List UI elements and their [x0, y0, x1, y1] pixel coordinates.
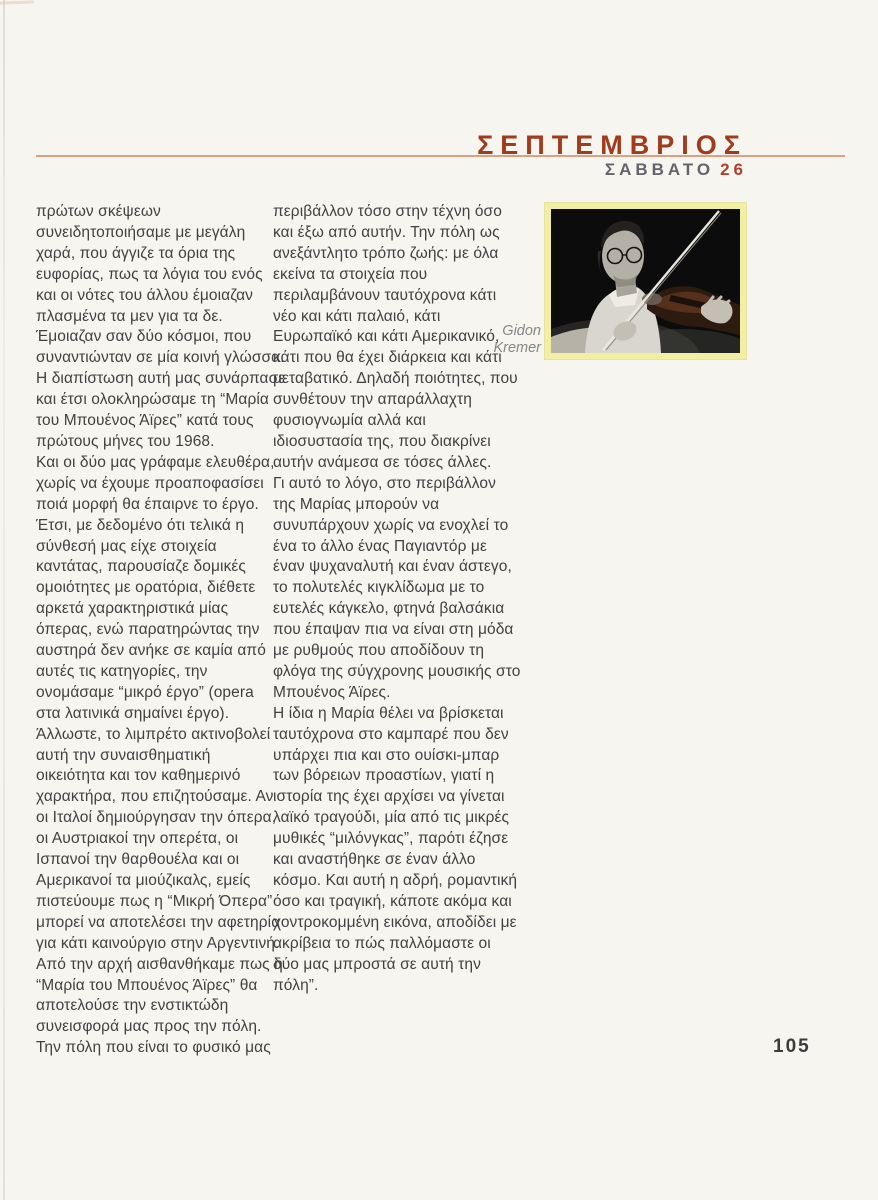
text-line: Kremer	[493, 340, 541, 356]
text-line: του Μπουένος Άϊρες” κατά τους	[36, 412, 254, 430]
text-line: αποτελούσε την ενστικτώδη	[36, 997, 229, 1015]
text-line: μπορεί να αποτελέσει την αφετηρία	[36, 913, 281, 931]
text-line: ακρίβεια το πώς παλλόμαστε οι	[273, 934, 491, 952]
text-line: ιδιοσυστασία της, που διακρίνει	[273, 432, 491, 450]
text-line: νέο και κάτι παλαιό, κάτι	[273, 307, 441, 325]
text-line: συνθέτουν την απαράλλαχτη	[273, 391, 472, 409]
text-line: με ρυθμούς που αποδίδουν τη	[273, 642, 485, 660]
text-line: της Μαρίας μπορούν να	[273, 495, 440, 513]
text-line: που έπαψαν πια να είναι στη μόδα	[273, 621, 514, 639]
violinist-photo	[551, 209, 740, 353]
text-line: και οι νότες του άλλου έμοιαζαν	[36, 286, 254, 304]
date-number: 26	[720, 160, 747, 179]
page-number: 105	[773, 1036, 811, 1057]
text-line: υπάρχει πια και στο ουίσκι-μπαρ	[273, 746, 500, 764]
text-line: φλόγα της σύγχρονης μουσικής στο	[273, 662, 521, 680]
text-line: καντάτας, παρουσίαζε δομικές	[36, 558, 247, 576]
text-line: πόλη”.	[273, 976, 319, 994]
text-line: αυστηρά δεν ανήκε σε καμία από	[36, 642, 266, 660]
text-line: για κάτι καινούργιο στην Αργεντινή.	[36, 934, 280, 952]
text-line: πρώτων σκέψεων	[36, 203, 161, 220]
text-line: Μπουένος Άϊρες.	[273, 683, 391, 701]
text-line: ταυτόχρονα στο καμπαρέ που δεν	[273, 725, 509, 743]
text-line: Η διαπίστωση αυτή μας συνάρπασε	[36, 370, 286, 388]
text-line: αρκετά χαρακτηριστικά μίας	[36, 600, 229, 618]
text-line: και έξω από αυτήν. Την πόλη ως	[273, 223, 500, 241]
text-line: Άλλωστε, το λιμπρέτο ακτινοβολεί	[36, 725, 271, 743]
text-line: ευτελές κάγκελο, φτηνά βαλσάκια	[273, 600, 505, 618]
text-line: Από την αρχή αισθανθήκαμε πως η	[36, 955, 283, 973]
text-line: Και οι δύο μας γράφαμε ελευθέρα,	[36, 453, 275, 471]
text-line: οι Ιταλοί δημιούργησαν την όπερα,	[36, 809, 277, 827]
text-column-left	[36, 202, 286, 1059]
text-line: Αμερικανοί τα μιούζικαλς, εμείς	[36, 872, 251, 889]
text-line: αυτές τις κατηγορίες, την	[36, 662, 208, 680]
text-line: χοντροκομμένη εικόνα, αποδίδει με	[273, 913, 517, 931]
text-line: Η ίδια η Μαρία θέλει να βρίσκεται	[273, 704, 504, 722]
page-spine-edge	[3, 0, 5, 1200]
text-line: οικειότητα και τον καθημερινό	[36, 767, 241, 785]
text-line: ευφορίας, πως τα λόγια του ενός	[36, 265, 263, 283]
text-line: ομοιότητες με ορατόρια, διέθετε	[36, 579, 256, 597]
text-line: οι Αυστριακοί την οπερέτα, οι	[36, 830, 239, 848]
text-line: φυσιογνωμία αλλά και	[273, 412, 426, 430]
text-line: συνεισφορά μας προς την πόλη.	[36, 1018, 262, 1036]
scan-artifact	[0, 0, 34, 4]
text-line: και αναστήθηκε σε έναν άλλο	[273, 851, 476, 869]
text-line: δύο μας μπροστά σε αυτή την	[273, 955, 481, 973]
text-line: κόσμο. Και αυτή η αδρή, ρομαντική	[273, 872, 518, 889]
text-line: ανεξάντλητο τρόπο ζωής: με όλα	[273, 244, 499, 262]
text-line: Ισπανοί την θαρθουέλα και οι	[36, 851, 240, 869]
text-line: Γι αυτό το λόγο, στο περιβάλλον	[273, 474, 496, 492]
day-label: ΣΑΒΒΑΤΟ	[604, 160, 715, 179]
text-line: συνειδητοποιήσαμε με μεγάλη	[36, 223, 246, 241]
text-line: χωρίς να έχουμε προαποφασίσει	[36, 474, 264, 492]
month-heading: ΣΕΠΤΕΜΒΡΙΟΣ	[477, 130, 747, 160]
text-line: αυτή την συναισθηματική	[36, 746, 211, 764]
text-line: χαρά, που άγγιζε τα όρια της	[36, 244, 236, 262]
text-line: Την πόλη που είναι το φυσικό μας	[36, 1039, 271, 1057]
text-line: πλασμένα τα μεν για τα δε.	[36, 307, 223, 325]
text-line: Ευρωπαϊκό και κάτι Αμερικανικό,	[273, 328, 500, 346]
text-line: στα λατινικά σημαίνει έργο).	[36, 704, 230, 722]
text-line: αυτήν ανάμεσα σε τόσες άλλες.	[273, 453, 492, 471]
text-line: Gidon	[502, 323, 541, 339]
text-line: ονομάσαμε “μικρό έργο” (opera	[36, 683, 254, 701]
text-line: των βόρειων προαστίων, γιατί η	[273, 767, 495, 785]
text-line: περιλαμβάνουν ταυτόχρονα κάτι	[273, 286, 497, 304]
text-line: όσο και τραγική, κάποτε ακόμα και	[273, 892, 512, 910]
text-line: μεταβατικό. Δηλαδή ποιότητες, που	[273, 370, 518, 388]
text-line: “Μαρία του Μπουένος Άϊρες” θα	[36, 976, 258, 994]
text-line: όπερας, ενώ παρατηρώντας την	[36, 621, 260, 639]
text-line: συνυπάρχουν χωρίς να ενοχλεί το	[273, 516, 509, 534]
text-line: κάτι που θα έχει διάρκεια και κάτι	[273, 349, 502, 367]
text-line: Έμοιαζαν σαν δύο κόσμοι, που	[36, 328, 252, 346]
photo-frame	[545, 203, 746, 359]
text-line: χαρακτήρα, που επιζητούσαμε. Αν	[36, 788, 274, 806]
text-line: και έτσι ολοκληρώσαμε τη “Μαρία	[36, 391, 269, 409]
text-line: σύνθεσή μας είχε στοιχεία	[36, 537, 217, 555]
text-line: ένα το άλλο ένας Παγιαντόρ με	[273, 537, 487, 555]
text-line: πρώτους μήνες του 1968.	[36, 432, 215, 450]
text-line: ποιά μορφή θα έπαιρνε το έργο.	[36, 495, 259, 513]
text-line: λαϊκό τραγούδι, μία από τις μικρές	[273, 809, 510, 827]
text-line: το πολυτελές κιγκλίδωμα με το	[273, 579, 485, 597]
text-line: εκείνα τα στοιχεία που	[273, 265, 428, 283]
text-column-right	[273, 202, 525, 996]
text-line: έναν ψυχαναλυτή και έναν άστεγο,	[273, 558, 512, 576]
text-line: Έτσι, με δεδομένο ότι τελικά η	[36, 516, 245, 534]
text-line: μυθικές “μιλόνγκας”, παρότι έζησε	[273, 830, 509, 848]
text-line: πιστεύουμε πως η “Μικρή Όπερα”	[36, 892, 273, 910]
day-heading	[605, 160, 747, 180]
text-line: ιστορία της έχει αρχίσει να γίνεται	[273, 788, 505, 806]
text-line: περιβάλλον τόσο στην τέχνη όσο	[273, 203, 502, 220]
text-line: συναντιώνταν σε μία κοινή γλώσσα.	[36, 349, 285, 367]
